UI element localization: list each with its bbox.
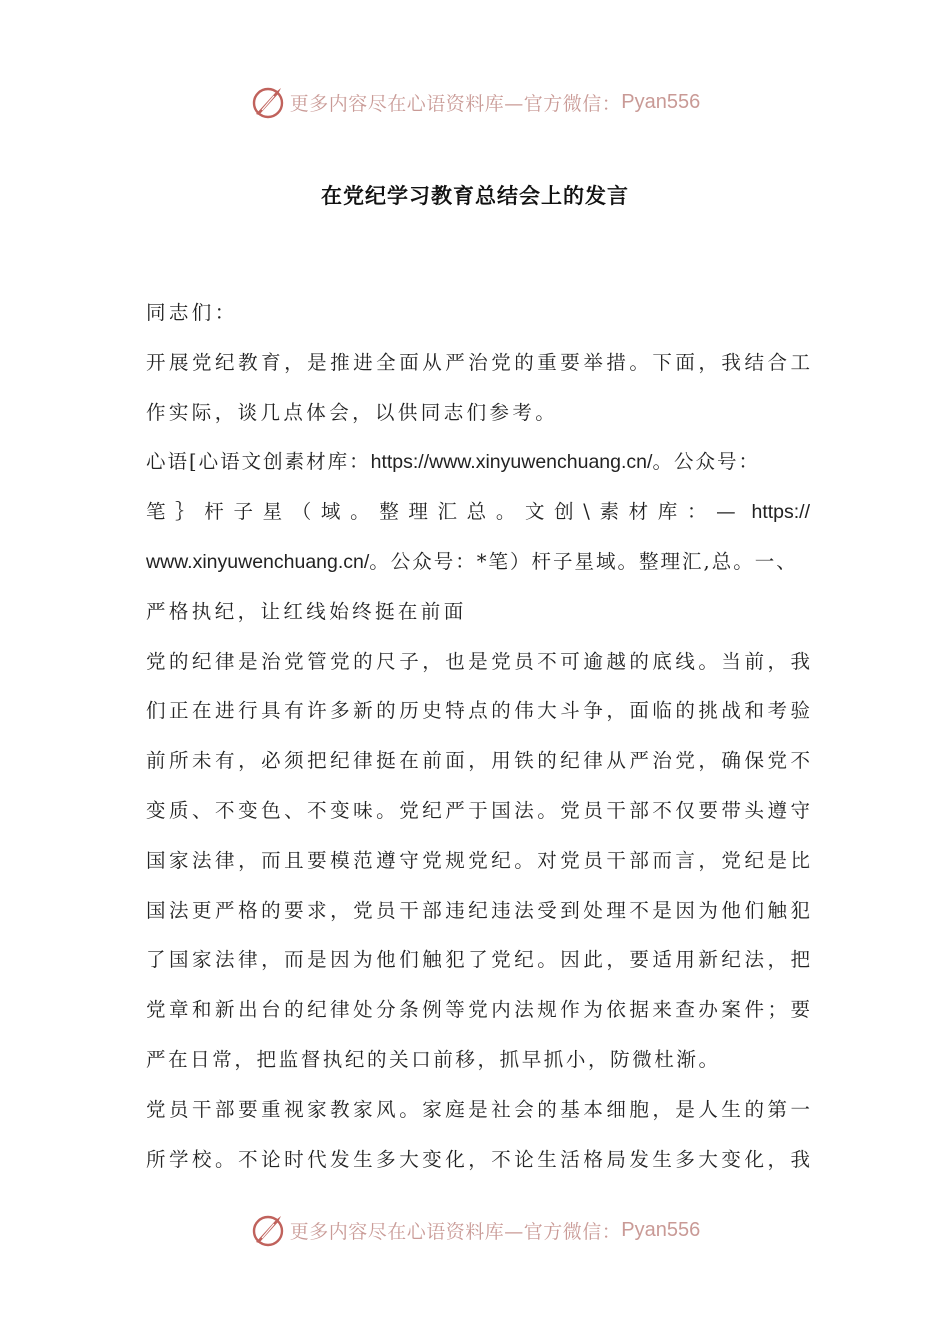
website-link[interactable]: https://www.xinyuwenchuang.cn/ xyxy=(370,451,653,474)
document-title: 在党纪学习教育总结会上的发言 xyxy=(321,184,629,208)
body-line: 国法更严格的要求，党员干部违纪违法受到处理不是因为他们触犯 xyxy=(146,898,810,922)
body-line-with-link xyxy=(146,542,810,592)
body-line: 前所未有，必须把纪律挺在前面，用铁的纪律从严治党，确保党不 xyxy=(146,749,810,773)
body-line: 党的纪律是治党管党的尺子，也是党员不可逾越的底线。当前，我 xyxy=(146,649,810,673)
website-link-end[interactable]: www.xinyuwenchuang.cn/ xyxy=(146,550,370,573)
body-line: 党章和新出台的纪律处分条例等党内法规作为依据来查办案件；要 xyxy=(146,998,810,1022)
document-body xyxy=(146,293,810,1189)
header-banner-text: 更多内容尽在心语资料库—官方微信： xyxy=(289,92,622,115)
body-line: 作实际，谈几点体会，以供同志们参考。 xyxy=(146,400,559,424)
body-line: 了国家法律，而是因为他们触犯了党纪。因此，要适用新纪法，把 xyxy=(146,948,810,972)
body-line: 所学校。不论时代发生多大变化，不论生活格局发生多大变化，我 xyxy=(146,1147,810,1171)
body-line: 们正在进行具有许多新的历史特点的伟大斗争，面临的挑战和考验 xyxy=(146,699,810,723)
body-line: 变质、不变色、不变味。党纪严于国法。党员干部不仅要带头遵守 xyxy=(146,798,810,822)
body-text: 。公众号：*笔）杆子星域。整理汇,总。一、 xyxy=(369,549,798,573)
body-line-with-link xyxy=(146,492,810,542)
footer-banner-text: 更多内容尽在心语资料库—官方微信： xyxy=(289,1220,622,1243)
body-line: 同志们： xyxy=(146,301,238,324)
quill-logo-icon xyxy=(250,84,286,120)
body-line: 严在日常，把监督执纪的关口前移，抓早抓小，防微杜渐。 xyxy=(146,1047,721,1071)
body-line: 严格执纪，让红线始终挺在前面 xyxy=(146,599,467,623)
quill-logo-icon xyxy=(250,1212,286,1248)
footer-banner-id: Pyan556 xyxy=(621,1218,701,1241)
body-line: 党员干部要重视家教家风。家庭是社会的基本细胞，是人生的第一 xyxy=(146,1097,810,1121)
body-line-with-link xyxy=(146,442,810,492)
website-link-start[interactable]: https:// xyxy=(751,501,810,524)
header-banner-id: Pyan556 xyxy=(621,90,701,113)
body-text: 笔｝杆子星（域。整理汇总。文创\素材库：— xyxy=(146,500,736,524)
body-line: 开展党纪教育，是推进全面从严治党的重要举措。下面，我结合工 xyxy=(146,350,810,374)
body-text: 心语[心语文创素材库： xyxy=(146,450,371,474)
header-banner xyxy=(0,82,950,122)
body-text: 。公众号： xyxy=(652,450,760,474)
footer-banner xyxy=(0,1210,950,1250)
body-line: 国家法律，而且要模范遵守党规党纪。对党员干部而言，党纪是比 xyxy=(146,848,810,872)
